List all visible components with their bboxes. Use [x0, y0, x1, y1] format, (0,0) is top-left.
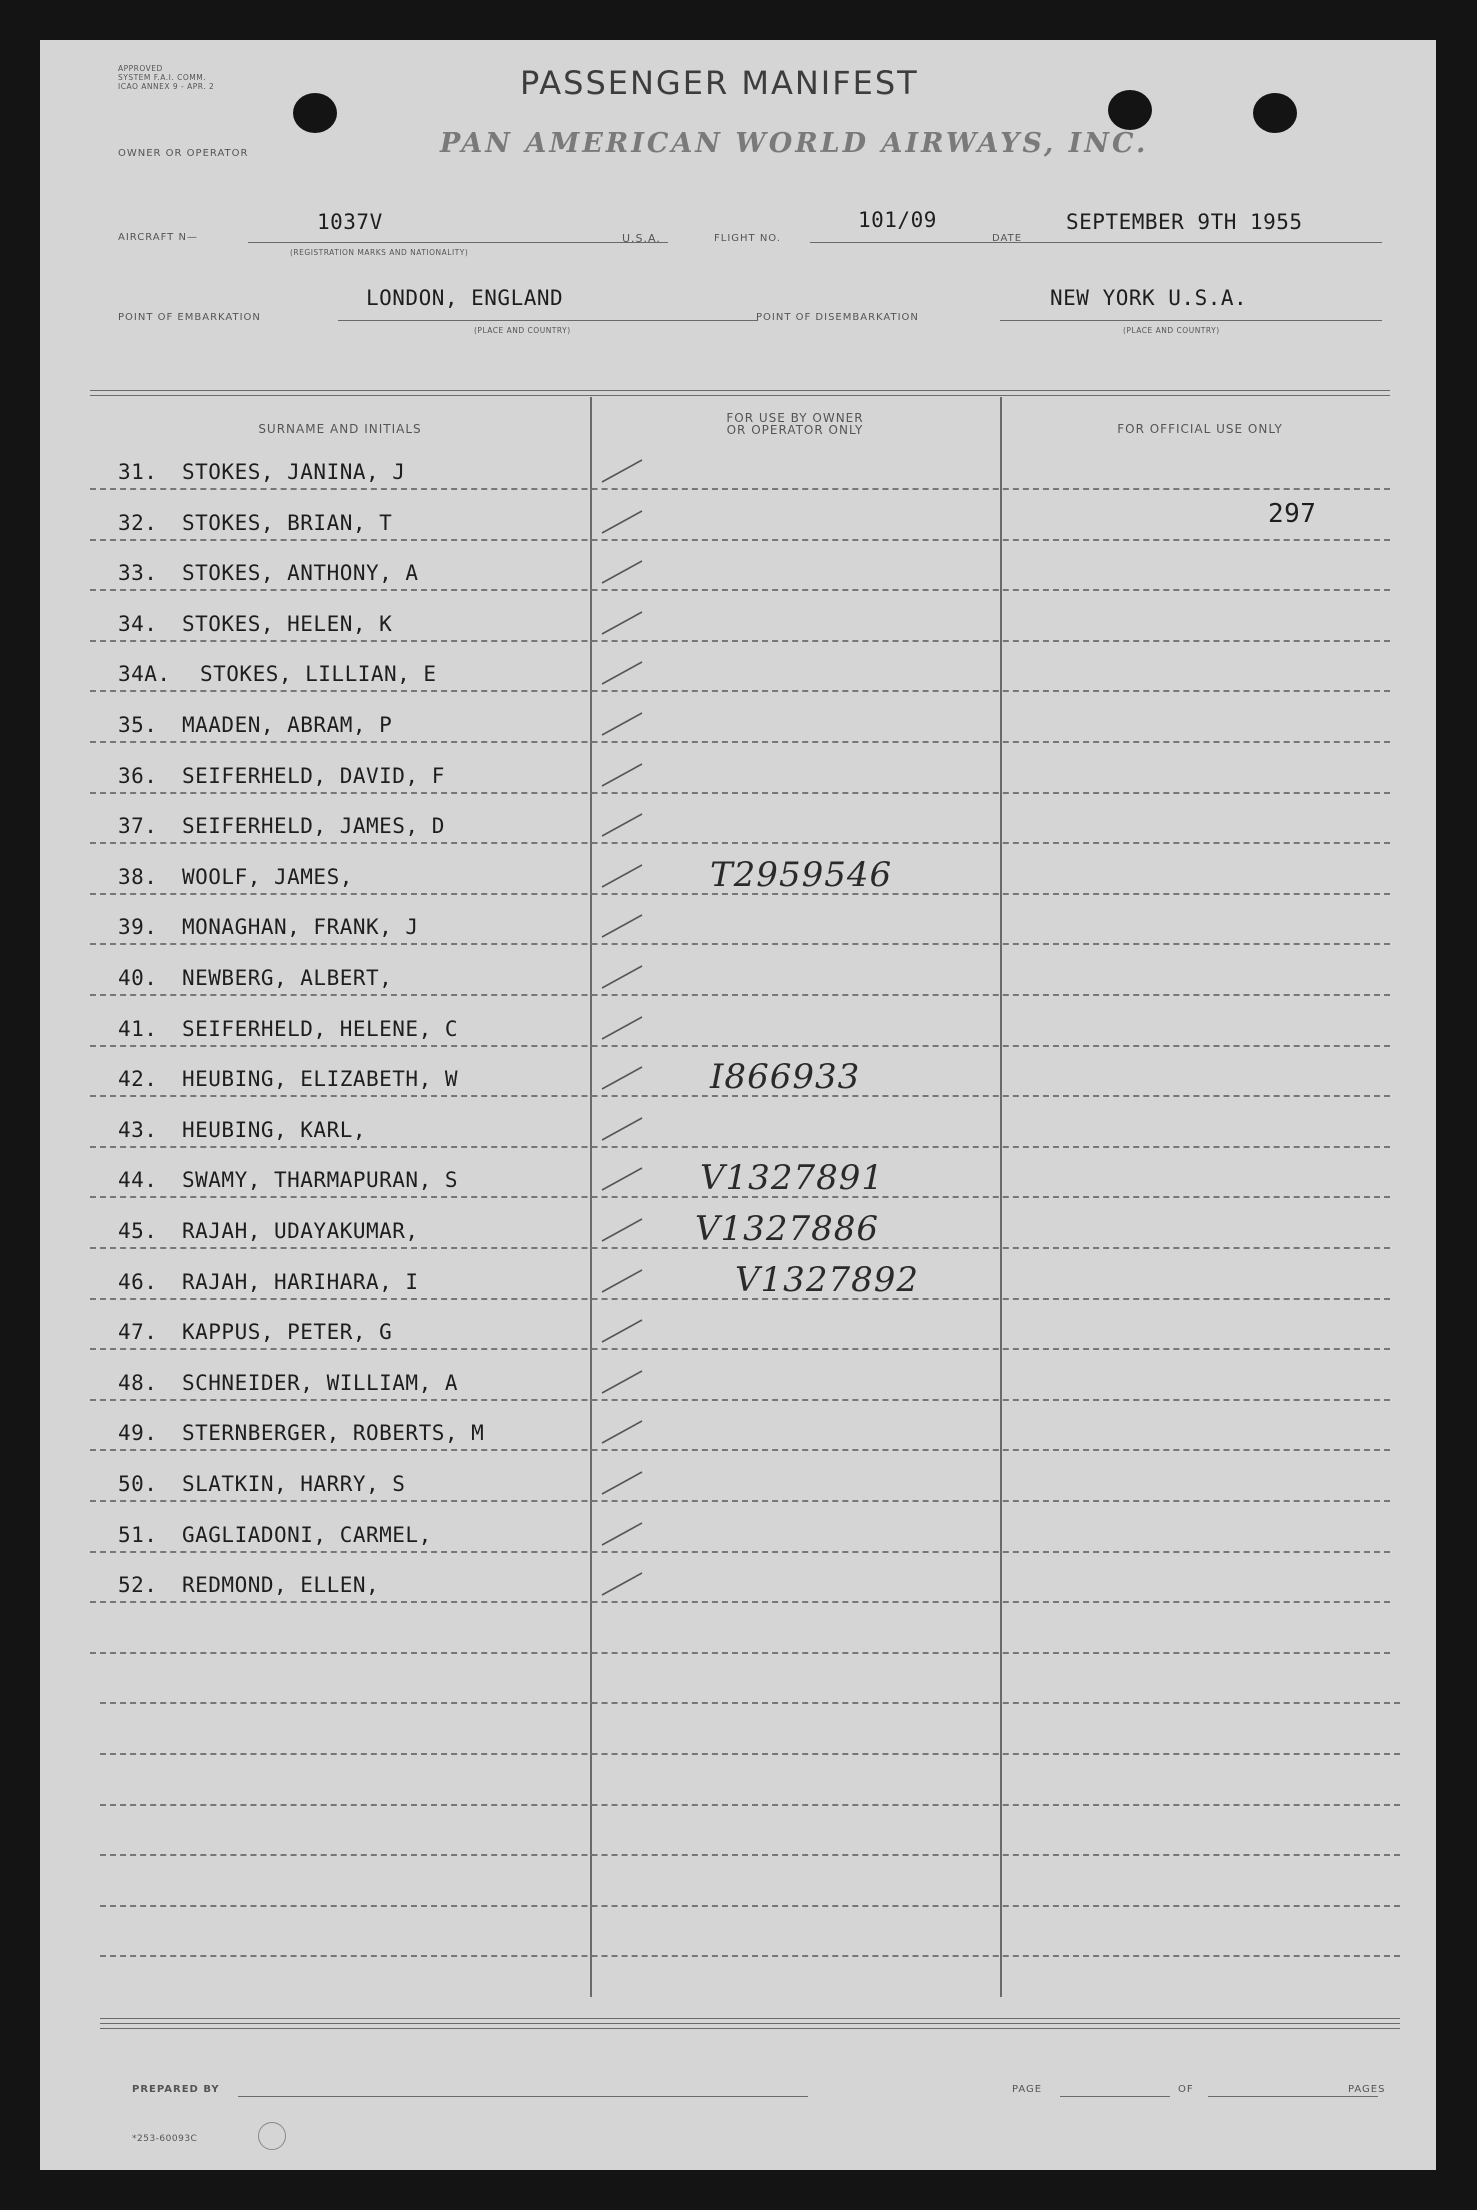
passenger-number: 39. [118, 915, 158, 939]
passenger-name: REDMOND, ELLEN, [182, 1573, 380, 1597]
passenger-number: 32. [118, 511, 158, 535]
operator-column-header-line2: OR OPERATOR ONLY [726, 423, 864, 437]
passenger-name: SWAMY, THARMAPURAN, S [182, 1168, 459, 1192]
row-rule [90, 640, 1390, 642]
table-bottom-rule [100, 2028, 1400, 2029]
flight-number: 101/09 [858, 208, 937, 232]
flight-date: SEPTEMBER 9TH 1955 [1066, 210, 1303, 234]
check-mark-icon [598, 861, 648, 891]
passenger-number: 37. [118, 814, 158, 838]
passenger-number: 48. [118, 1371, 158, 1395]
check-mark-icon [598, 1519, 648, 1549]
row-rule [100, 1804, 1400, 1806]
punch-hole [293, 93, 337, 133]
passenger-name: KAPPUS, PETER, G [182, 1320, 393, 1344]
check-mark-icon [598, 1316, 648, 1346]
table-bottom-rule [100, 2023, 1400, 2024]
official-use-entry: 297 [1268, 499, 1317, 529]
registration-caption: (REGISTRATION MARKS AND NATIONALITY) [290, 248, 469, 257]
handwritten-passport-number: I866933 [710, 1057, 861, 1097]
passenger-name: SEIFERHELD, HELENE, C [182, 1017, 459, 1041]
date-label: DATE [992, 233, 1023, 244]
handwritten-passport-number: V1327886 [695, 1209, 879, 1249]
passenger-number: 44. [118, 1168, 158, 1192]
passenger-number: 45. [118, 1219, 158, 1243]
row-rule [90, 1146, 1390, 1148]
row-rule [90, 1652, 1390, 1654]
row-rule [90, 1348, 1390, 1350]
passenger-name: RAJAH, HARIHARA, I [182, 1270, 419, 1294]
passenger-name: NEWBERG, ALBERT, [182, 966, 393, 990]
handwritten-passport-number: T2959546 [710, 855, 893, 895]
row-rule [90, 1449, 1390, 1451]
disembarkation-label: POINT OF DISEMBARKATION [756, 312, 919, 323]
passenger-name: HEUBING, KARL, [182, 1118, 367, 1142]
passenger-number: 51. [118, 1523, 158, 1547]
page-underline [1060, 2096, 1170, 2097]
operator-name: PAN AMERICAN WORLD AIRWAYS, INC. [440, 128, 1149, 159]
check-mark-icon [598, 1417, 648, 1447]
passenger-number: 33. [118, 561, 158, 585]
page-label: PAGE [1012, 2084, 1043, 2095]
passenger-number: 38. [118, 865, 158, 889]
operator-column-header-line1: FOR USE BY OWNER [726, 411, 864, 425]
check-mark-icon [598, 1266, 648, 1296]
row-rule [90, 994, 1390, 996]
aircraft-number: 1037V [317, 210, 383, 234]
date-underline [1030, 242, 1382, 243]
prepared-by-label: PREPARED BY [132, 2084, 220, 2095]
disembarkation-place: NEW YORK U.S.A. [1050, 286, 1248, 310]
passenger-name: HEUBING, ELIZABETH, W [182, 1067, 459, 1091]
aircraft-label: AIRCRAFT N— [118, 232, 198, 243]
passenger-number: 43. [118, 1118, 158, 1142]
pages-label: PAGES [1348, 2084, 1386, 2095]
passenger-name: SEIFERHELD, DAVID, F [182, 764, 445, 788]
row-rule [90, 842, 1390, 844]
official-column-header: FOR OFFICIAL USE ONLY [1117, 422, 1283, 436]
check-mark-icon [598, 760, 648, 790]
row-rule [90, 1551, 1390, 1553]
printed-stamp-icon [258, 2122, 286, 2150]
passenger-name: SEIFERHELD, JAMES, D [182, 814, 445, 838]
passenger-name: RAJAH, UDAYAKUMAR, [182, 1219, 419, 1243]
check-mark-icon [598, 658, 648, 688]
disembarkation-underline [1000, 320, 1382, 321]
usa-label: U.S.A. [622, 232, 661, 245]
row-rule [100, 1753, 1400, 1755]
embarkation-underline [338, 320, 758, 321]
passenger-number: 35. [118, 713, 158, 737]
row-rule [100, 1955, 1400, 1957]
page-title: PASSENGER MANIFEST [520, 64, 919, 102]
check-mark-icon [598, 1164, 648, 1194]
passenger-number: 34. [118, 612, 158, 636]
passenger-number: 34A. [118, 662, 171, 686]
passenger-number: 50. [118, 1472, 158, 1496]
system-label: SYSTEM F.A.I. COMM. [118, 73, 207, 82]
prepared-by-underline [238, 2096, 808, 2097]
check-mark-icon [598, 1569, 648, 1599]
handwritten-passport-number: V1327892 [735, 1260, 919, 1300]
check-mark-icon [598, 1367, 648, 1397]
embarkation-label: POINT OF EMBARKATION [118, 312, 261, 323]
row-rule [90, 488, 1390, 490]
handwritten-passport-number: V1327891 [700, 1158, 884, 1198]
row-rule [90, 1045, 1390, 1047]
check-mark-icon [598, 962, 648, 992]
passenger-name: STOKES, HELEN, K [182, 612, 393, 636]
passenger-name: STOKES, BRIAN, T [182, 511, 393, 535]
aircraft-underline [248, 242, 668, 243]
row-rule [90, 741, 1390, 743]
check-mark-icon [598, 557, 648, 587]
of-underline [1208, 2096, 1378, 2097]
passenger-name: STOKES, ANTHONY, A [182, 561, 419, 585]
row-rule [90, 539, 1390, 541]
passenger-number: 49. [118, 1421, 158, 1445]
surname-column-header: SURNAME AND INITIALS [258, 422, 422, 436]
table-top-rule [90, 390, 1390, 391]
embarkation-place: LONDON, ENGLAND [366, 286, 564, 310]
row-rule [100, 1854, 1400, 1856]
row-rule [90, 1399, 1390, 1401]
check-mark-icon [598, 911, 648, 941]
passenger-number: 36. [118, 764, 158, 788]
check-mark-icon [598, 1013, 648, 1043]
passenger-number: 42. [118, 1067, 158, 1091]
table-top-rule [90, 395, 1390, 396]
row-rule [100, 1702, 1400, 1704]
check-mark-icon [598, 507, 648, 537]
passenger-name: STERNBERGER, ROBERTS, M [182, 1421, 485, 1445]
row-rule [90, 589, 1390, 591]
check-mark-icon [598, 1215, 648, 1245]
passenger-number: 47. [118, 1320, 158, 1344]
row-rule [90, 792, 1390, 794]
passenger-name: SLATKIN, HARRY, S [182, 1472, 406, 1496]
row-rule [90, 1500, 1390, 1502]
passenger-number: 52. [118, 1573, 158, 1597]
passenger-name: MAADEN, ABRAM, P [182, 713, 393, 737]
passenger-number: 31. [118, 460, 158, 484]
check-mark-icon [598, 709, 648, 739]
passenger-name: GAGLIADONI, CARMEL, [182, 1523, 432, 1547]
row-rule [100, 1905, 1400, 1907]
row-rule [90, 1601, 1390, 1603]
check-mark-icon [598, 1114, 648, 1144]
check-mark-icon [598, 810, 648, 840]
check-mark-icon [598, 608, 648, 638]
embarkation-caption: (PLACE AND COUNTRY) [474, 326, 571, 335]
punch-hole [1253, 93, 1297, 133]
passenger-name: STOKES, JANINA, J [182, 460, 406, 484]
manifest-sheet [40, 40, 1436, 2170]
approved-label: APPROVED [118, 64, 163, 73]
passenger-name: STOKES, LILLIAN, E [200, 662, 437, 686]
icao-label: ICAO ANNEX 9 - APR. 2 [118, 82, 215, 91]
of-label: OF [1178, 2084, 1194, 2095]
check-mark-icon [598, 1468, 648, 1498]
check-mark-icon [598, 456, 648, 486]
passenger-name: SCHNEIDER, WILLIAM, A [182, 1371, 459, 1395]
form-number: *253-60093C [132, 2134, 198, 2144]
row-rule [90, 943, 1390, 945]
disembarkation-caption: (PLACE AND COUNTRY) [1123, 326, 1220, 335]
passenger-number: 46. [118, 1270, 158, 1294]
passenger-number: 40. [118, 966, 158, 990]
passenger-number: 41. [118, 1017, 158, 1041]
operator-column-header [595, 412, 995, 436]
table-bottom-rule [100, 2018, 1400, 2019]
passenger-name: WOOLF, JAMES, [182, 865, 353, 889]
flight-label: FLIGHT NO. [714, 233, 781, 244]
check-mark-icon [598, 1063, 648, 1093]
row-rule [90, 690, 1390, 692]
punch-hole [1108, 90, 1152, 130]
passenger-name: MONAGHAN, FRANK, J [182, 915, 419, 939]
owner-label: OWNER OR OPERATOR [118, 148, 249, 159]
